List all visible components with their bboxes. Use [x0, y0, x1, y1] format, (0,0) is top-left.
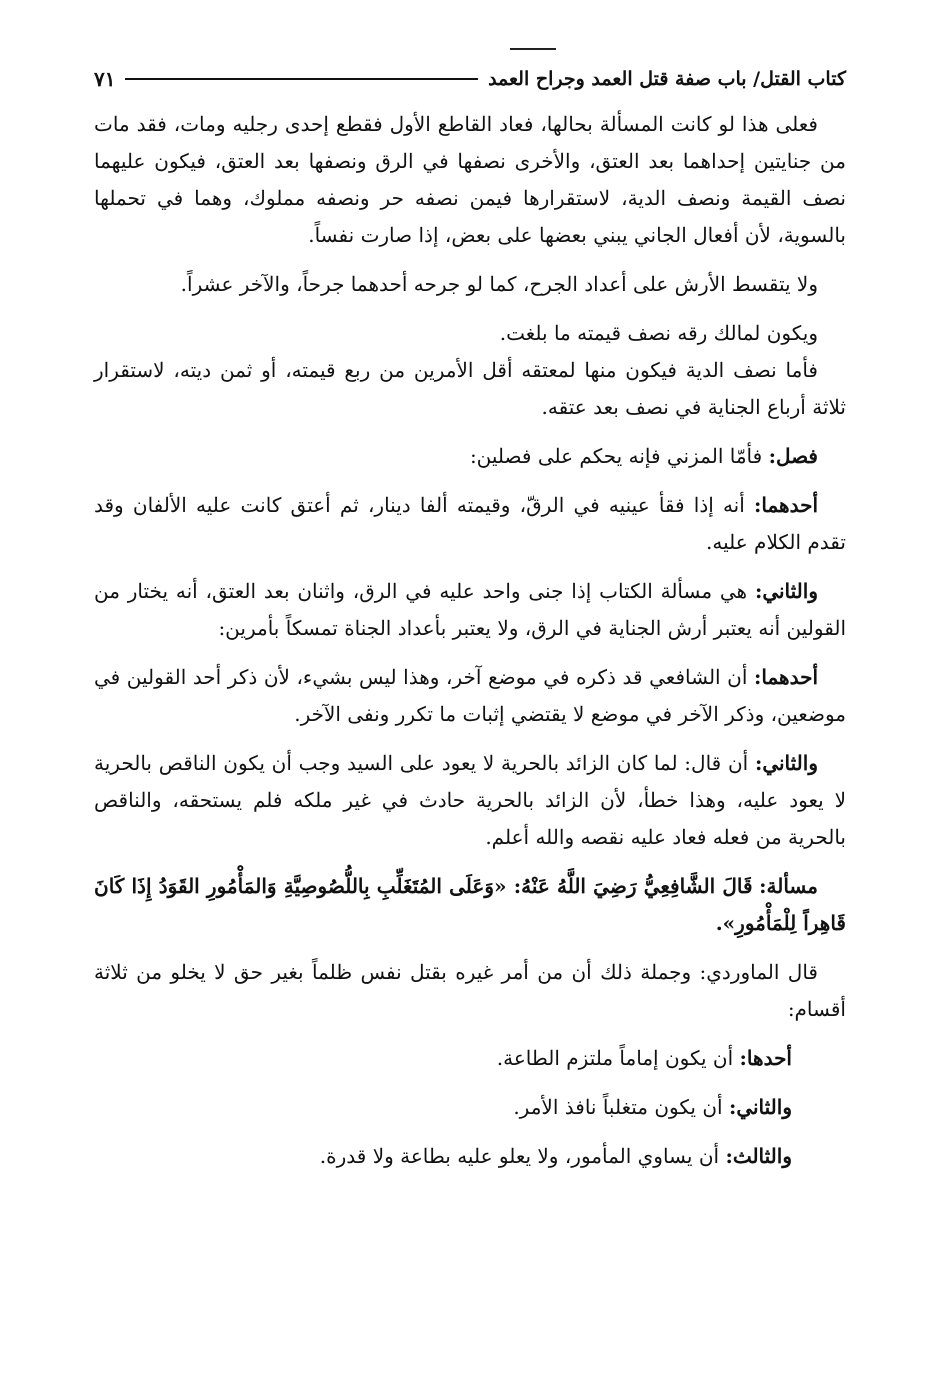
- running-header: [94, 62, 846, 96]
- paragraph-1: فعلى هذا لو كانت المسألة بحالها، فعاد القاطع الأول فقطع إحدى رجليه ومات، فقد مات من جنايتين إحداهما بعد العتق، والأخرى نصفها في الرق ونصفها بعد العتق، فيكون عليهما نصف القيمة ونصف الدية، لاستقرارها فيمن نصفه حر ونصفه مملوك، وهما في تحملها بالسوية، لأن أفعال الجاني يبني بعضها على بعض، إذا صارت نفساً.: [94, 112, 846, 247]
- list-item-lead: أحدها:: [739, 1046, 792, 1070]
- running-header-title: كتاب القتل/ باب صفة قتل العمد وجراح العمد: [488, 68, 846, 90]
- paragraph-3: ويكون لمالك رقه نصف قيمته ما بلغت.: [499, 321, 818, 345]
- list-item: والثالث: أن يساوي المأمور، ولا يعلو عليه بطاعة ولا قدرة.: [319, 1144, 792, 1168]
- paragraph-5: فصل: فأمّا المزني فإنه يحكم على فصلين:: [469, 444, 818, 468]
- list-item: والثاني: أن يكون متغلباً نافذ الأمر.: [513, 1095, 792, 1119]
- paragraph-11: قال الماوردي: وجملة ذلك أن من أمر غيره بقتل نفس ظلماً بغير حق لا يخلو من ثلاثة أقسام:: [94, 960, 846, 1021]
- paragraph-lead: فصل:: [768, 444, 818, 468]
- paragraph-9: والثاني: أن قال: لما كان الزائد بالحرية لا يعود على السيد وجب أن يكون الناقص بالحرية لا يعود عليه، وهذا خطأ، لأن الزائد بالحرية حادث في غير ملكه فلم يستحقه، والناقص بالحرية من فعله فعاد عليه نقصه والله أعلم.: [94, 751, 846, 849]
- paragraph-lead: أحدهما:: [754, 665, 819, 689]
- header-rule: [125, 78, 478, 80]
- page: [94, 40, 846, 1175]
- paragraph-2: ولا يتقسط الأرش على أعداد الجرح، كما لو جرحه أحدهما جرحاً، والآخر عشراً.: [180, 272, 818, 296]
- page-number: ٧١: [94, 67, 116, 91]
- paragraph-4: فأما نصف الدية فيكون منها لمعتقه أقل الأمرين من ربع قيمته، أو ثمن ديته، لاستقرار ثلاثة أرباع الجناية في نصف بعد عتقه.: [94, 358, 846, 419]
- paragraph-lead: أحدهما:: [754, 493, 819, 517]
- paragraph-7: والثاني: هي مسألة الكتاب إذا جنى واحد عليه في الرق، واثنان بعد العتق، أنه يختار من القولين أنه يعتبر أرش الجناية في الرق، ولا يعتبر بأعداد الجناة تمسكاً بأمرين:: [94, 579, 846, 640]
- paragraph-lead: مسألة:: [759, 874, 818, 898]
- paragraph-10: [94, 868, 846, 942]
- quoted-text: قَالَ الشَّافِعِيُّ رَضِيَ اللَّهُ عَنْهُ: «وَعَلَى المُتَغَلِّبِ بِاللُّصُوصِيَّةِ وَالمَأْمُورِ القَوَدُ إِذَا كَانَ قَاهِراً لِلْمَأْمُورِ».: [94, 874, 846, 935]
- paragraph-6: أحدهما: أنه إذا فقأ عينيه في الرقّ، وقيمته ألفا دينار، ثم أعتق كانت عليه الألفان وقد تقدم الكلام عليه.: [94, 493, 846, 554]
- paragraph-lead: والثاني:: [754, 751, 818, 775]
- list-item-lead: والثاني:: [728, 1095, 792, 1119]
- list-item-lead: والثالث:: [725, 1144, 792, 1168]
- paragraph-8: أحدهما: أن الشافعي قد ذكره في موضع آخر، وهذا ليس بشيء، لأن ذكر أحد القولين في موضعين، وذكر الآخر في موضع لا يقتضي إثبات ما تكرر ونفى الآخر.: [94, 665, 846, 726]
- list-item: أحدها: أن يكون إماماً ملتزم الطاعة.: [496, 1046, 792, 1070]
- paragraph-lead: والثاني:: [754, 579, 818, 603]
